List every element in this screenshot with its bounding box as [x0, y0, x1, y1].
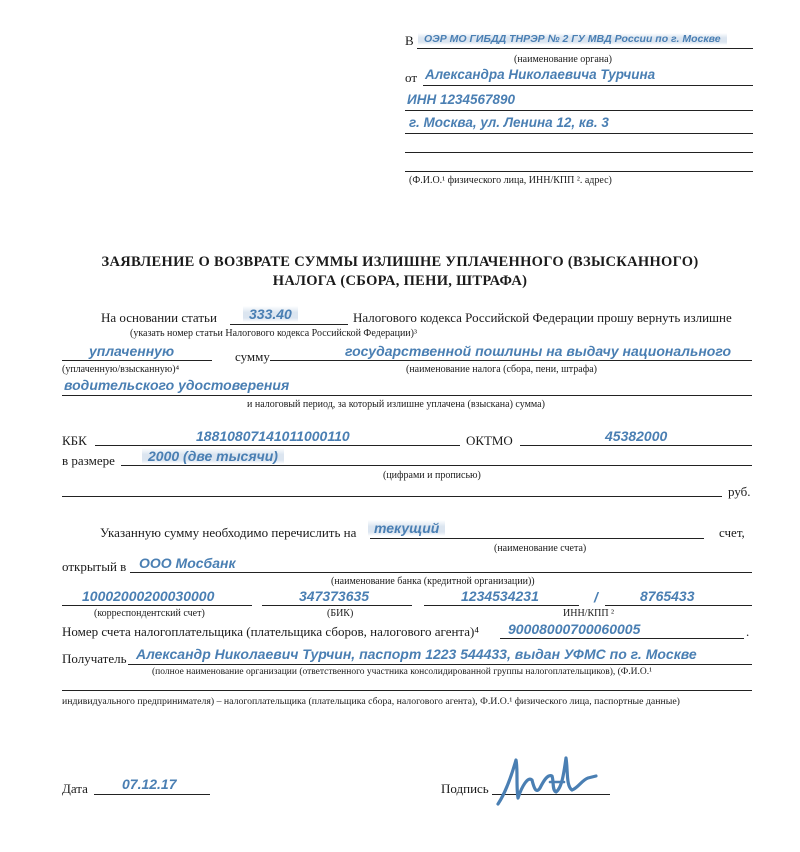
- amount-field[interactable]: 2000 (две тысячи): [142, 448, 284, 464]
- taxpayer-account-field[interactable]: 90008000700060005: [508, 621, 641, 637]
- tax-period-line: [62, 395, 752, 396]
- tax-name-line: [270, 360, 752, 361]
- applicant-address-line: [405, 133, 753, 134]
- document-title-line-1: ЗАЯВЛЕНИЕ О ВОЗВРАТЕ СУММЫ ИЗЛИШНЕ УПЛАЧЕННОГО (ВЗЫСКАННОГО): [101, 254, 699, 270]
- applicant-address-field[interactable]: г. Москва, ул. Ленина 12, кв. 3: [409, 115, 609, 130]
- account-suffix: счет,: [719, 525, 745, 540]
- account-type-field[interactable]: текущий: [368, 520, 445, 536]
- opened-prefix: открытый в: [62, 559, 127, 574]
- addressee-prefix: В: [405, 33, 414, 48]
- amount-caption: (цифрами и прописью): [383, 470, 481, 481]
- date-line: [94, 794, 210, 795]
- applicant-name-line: [423, 85, 753, 86]
- bank-name-field[interactable]: ООО Мосбанк: [139, 555, 236, 571]
- taxpayer-account-period: .: [746, 624, 750, 639]
- paid-type-line: [62, 360, 212, 361]
- recipient-label: Получатель: [62, 651, 127, 666]
- rub-label: руб.: [728, 484, 751, 499]
- transfer-prefix: Указанную сумму необходимо перечислить на: [100, 525, 357, 540]
- organ-caption: (наименование органа): [514, 54, 612, 65]
- kbk-line: [95, 445, 460, 446]
- corr-account-field[interactable]: 10002000200030000: [82, 588, 215, 604]
- oktmo-field[interactable]: 45382000: [605, 428, 668, 444]
- amount-line: [121, 465, 752, 466]
- sum-word: сумму: [235, 349, 270, 364]
- account-caption: (наименование счета): [494, 543, 587, 554]
- tax-name-field-continued[interactable]: водительского удостоверения: [64, 377, 290, 393]
- recipient-line: [128, 664, 752, 665]
- recipient-field[interactable]: Александр Николаевич Турчин, паспорт 1223 544433, выдан УФМС по г. Москве: [136, 646, 697, 662]
- handwritten-signature: [492, 752, 602, 812]
- article-caption: (указать номер статьи Налогового кодекса Российской Федерации)³: [130, 328, 417, 339]
- signature-label: Подпись: [441, 781, 489, 796]
- inn-kpp-slash: /: [594, 589, 598, 605]
- tax-name-field[interactable]: государственной пошлины на выдачу национального: [345, 343, 731, 359]
- bik-caption: (БИК): [327, 608, 354, 619]
- basis-suffix: Налогового кодекса Российской Федерации прошу вернуть излишне: [353, 310, 732, 325]
- taxpayer-account-label: Номер счета налогоплательщика (плательщика сборов, налогового агента)⁴: [62, 624, 479, 639]
- basis-prefix: На основании статьи: [101, 310, 217, 325]
- bik-field[interactable]: 347373635: [299, 588, 370, 604]
- header-blank-line-1: [405, 152, 753, 153]
- date-label: Дата: [62, 781, 88, 796]
- kbk-label: КБК: [62, 433, 87, 448]
- amount-label: в размере: [62, 453, 115, 468]
- header-blank-line-2: [405, 171, 753, 172]
- from-prefix: от: [405, 70, 418, 85]
- recipient-line-2: [62, 690, 752, 691]
- amount-words-line: [62, 496, 722, 497]
- inn-kpp-caption: ИНН/КПП ²: [563, 608, 615, 619]
- inn-field[interactable]: 1234534231: [461, 588, 539, 604]
- inn-line: [424, 605, 579, 606]
- applicant-caption: (Ф.И.О.¹ физического лица, ИНН/КПП ². адрес): [409, 175, 612, 186]
- taxpayer-account-line: [500, 638, 744, 639]
- document-title-line-2: НАЛОГА (СБОРА, ПЕНИ, ШТРАФА): [272, 273, 528, 289]
- corr-account-line: [62, 605, 252, 606]
- recipient-caption-2: индивидуального предпринимателя) – налогоплательщика (плательщика сбора, налогового агента), Ф.И.О.¹ физического лица, паспортные данные): [62, 696, 680, 707]
- article-number-field[interactable]: 333.40: [243, 306, 298, 322]
- applicant-inn-line: [405, 110, 753, 111]
- oktmo-label: ОКТМО: [466, 433, 513, 448]
- organ-name-line: [417, 48, 753, 49]
- bank-caption: (наименование банка (кредитной организации)): [331, 576, 535, 587]
- recipient-caption-1: (полное наименование организации (ответственного участника консолидированной группы налогоплательщиков), (Ф.И.О.¹: [152, 667, 652, 677]
- kpp-line: [605, 605, 752, 606]
- paid-type-field[interactable]: уплаченную: [89, 343, 175, 359]
- paid-type-caption: (уплаченную/взысканную)⁴: [62, 364, 180, 375]
- kbk-field[interactable]: 18810807141011000110: [196, 428, 350, 444]
- organ-name-field[interactable]: ОЭР МО ГИБДД ТНРЭР № 2 ГУ МВД России по г. Москве: [418, 33, 727, 45]
- article-number-line: [230, 324, 348, 325]
- applicant-inn-field[interactable]: ИНН 1234567890: [407, 92, 516, 107]
- applicant-name-field[interactable]: Александра Николаевича Турчина: [425, 67, 656, 82]
- bik-line: [262, 605, 412, 606]
- tax-name-caption: (наименование налога (сбора, пени, штрафа): [406, 364, 597, 375]
- oktmo-line: [520, 445, 752, 446]
- tax-period-caption: и налоговый период, за который излишне уплачена (взыскана) сумма): [247, 399, 545, 410]
- bank-name-line: [130, 572, 752, 573]
- date-field[interactable]: 07.12.17: [122, 776, 177, 792]
- kpp-field[interactable]: 8765433: [640, 588, 695, 604]
- account-type-line: [370, 538, 704, 539]
- corr-account-caption: (корреспондентский счет): [94, 608, 205, 619]
